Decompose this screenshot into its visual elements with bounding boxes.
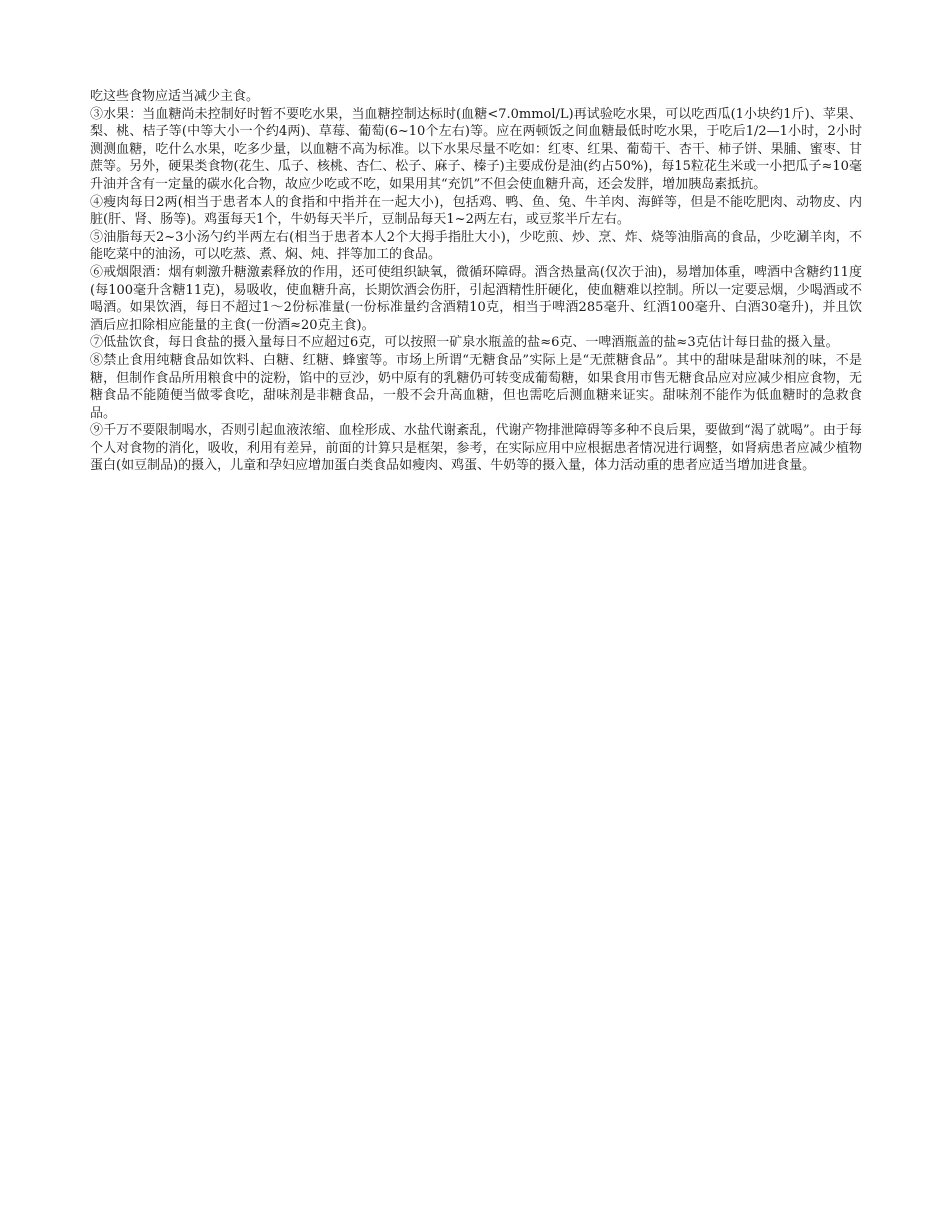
paragraph-lean-meat: ④瘦肉每日2两(相当于患者本人的食指和中指并在一起大小)，包括鸡、鸭、鱼、兔、牛羊肉、海鲜等，但是不能吃肥肉、动物皮、内脏(肝、肾、肠等)。鸡蛋每天1个，牛奶每天半斤，豆制品每天1~2两左右，或豆浆半斤左右。: [90, 194, 862, 228]
paragraph-fruit: ③水果：当血糖尚未控制好时暂不要吃水果，当血糖控制达标时(血糖<7.0mmol/L)再试验吃水果，可以吃西瓜(1小块约1斤)、苹果、梨、桃、桔子等(中等大小一个约4两)、草莓、葡萄(6~10个左右)等。应在两顿饭之间血糖最低时吃水果，于吃后1/2—1小时，2小时测测血糖，吃什么水果，吃多少量，以血糖不高为标准。以下水果尽量不吃如：红枣、红果、葡萄干、杏干、柿子饼、果脯、蜜枣、甘蔗等。另外，硬果类食物(花生、瓜子、核桃、杏仁、松子、麻子、榛子)主要成份是油(约占50%)，每15粒花生米或一小把瓜子≈10毫升油并含有一定量的碳水化合物，故应少吃或不吃，如果用其“充饥”不但会使血糖升高，还会发胖，增加胰岛素抵抗。: [90, 106, 862, 192]
paragraph-no-sugar: ⑧禁止食用纯糖食品如饮料、白糖、红糖、蜂蜜等。市场上所谓“无糖食品”实际上是“无蔗糖食品”。其中的甜味是甜味剂的味，不是糖，但制作食品所用粮食中的淀粉，馅中的豆沙，奶中原有的乳糖仍可转变成葡萄糖，如果食用市售无糖食品应对应减少相应食物，无糖食品不能随便当做零食吃，甜味剂是非糖食品，一般不会升高血糖，但也需吃后测血糖来证实。甜味剂不能作为低血糖时的急救食品。: [90, 352, 862, 421]
paragraph-smoking-alcohol: ⑥戒烟限酒：烟有刺激升糖激素释放的作用，还可使组织缺氧，微循环障碍。酒含热量高(仅次于油)，易增加体重，啤酒中含糖约11度(每100毫升含糖11克)，易吸收，使血糖升高，长期饮酒会伤肝，引起酒精性肝硬化，使血糖难以控制。所以一定要忌烟，少喝酒或不喝酒。如果饮酒，每日不超过1～2份标准量(一份标准量约含酒精10克，相当于啤酒285毫升、红酒100毫升、白酒30毫升)，并且饮酒后应扣除相应能量的主食(一份酒≈20克主食)。: [90, 264, 862, 333]
paragraph-water: ⑨千万不要限制喝水，否则引起血液浓缩、血栓形成、水盐代谢紊乱，代谢产物排泄障碍等多种不良后果，要做到“渴了就喝”。由于每个人对食物的消化，吸收，利用有差异，前面的计算只是框架，参考，在实际应用中应根据患者情况进行调整，如肾病患者应减少植物蛋白(如豆制品)的摄入，儿童和孕妇应增加蛋白类食品如瘦肉、鸡蛋、牛奶等的摄入量，体力活动重的患者应适当增加进食量。: [90, 423, 862, 474]
paragraph-intro: 吃这些食物应适当减少主食。: [90, 89, 260, 104]
document-page: [90, 88, 862, 475]
paragraph-oil: ⑤油脂每天2~3小汤勺约半两左右(相当于患者本人2个大拇手指肚大小)，少吃煎、炒、烹、炸、烧等油脂高的食品，少吃涮羊肉，不能吃菜中的油汤，可以吃蒸、煮、焖、炖、拌等加工的食品。: [90, 229, 862, 263]
paragraph-low-salt: ⑦低盐饮食，每日食盐的摄入量每日不应超过6克，可以按照一矿泉水瓶盖的盐≈6克、一啤酒瓶盖的盐≈3克估计每日盐的摄入量。: [90, 335, 839, 351]
